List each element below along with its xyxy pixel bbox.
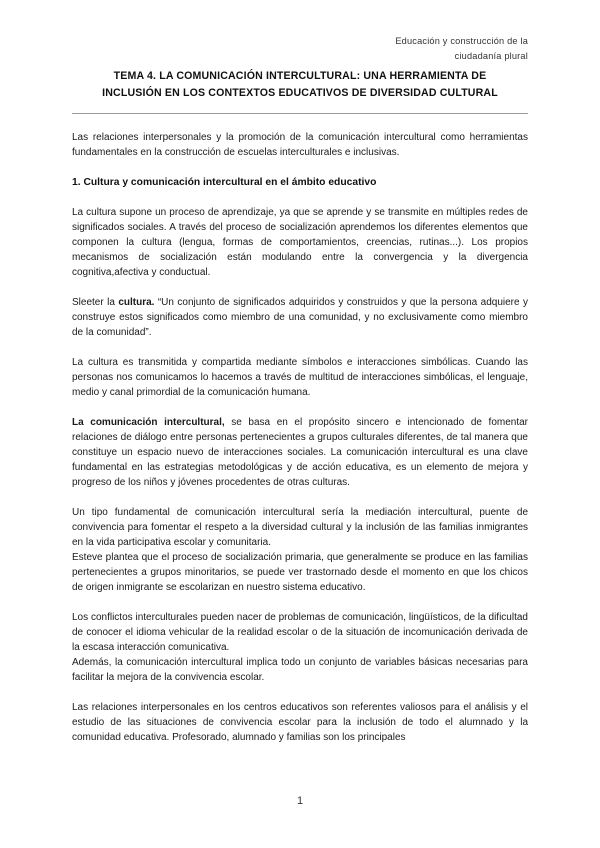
term-comunicacion-intercultural: La comunicación intercultural, — [72, 417, 225, 428]
running-header — [358, 34, 528, 64]
paragraph-intercultural-mediation: Un tipo fundamental de comunicación intercultural sería la mediación intercultural, puente de convivencia para fomentar el respeto a la diversidad cultural y la inclusión de las familias inmigrantes en la vida participativa escolar y comunitaria. — [72, 507, 528, 548]
page-number: 1 — [296, 795, 304, 807]
paragraph-culture-learning: La cultura supone un proceso de aprendizaje, ya que se aprende y se transmite en múltiples redes de significados sociales. A través del proceso de socialización aprendemos los diferentes elementos que componen la cultura (lengua, formas de comportamientos, creencias, rutinas...). Los propios mecanismos de socialización están modulando entre la convergencia y la divergencia cognitiva,afectiva y conductual. — [72, 207, 528, 278]
chapter-title — [72, 68, 528, 101]
paragraph-intercultural-conflicts: Los conflictos interculturales pueden nacer de problemas de comunicación, lingüísticos, de la dificultad de conocer el idioma vehicular de la realidad escolar o de la situación de incomunicación derivada de la escasa interacción comunicativa. — [72, 612, 528, 653]
paragraph-symbolic-interactions: La cultura es transmitida y compartida mediante símbolos e interacciones simbólicas. Cuando las personas nos comunicamos lo hacemos a través de multitud de interacciones simbólicas, el lenguaje, medio y canal primordial de la comunicación humana. — [72, 357, 528, 398]
sleeter-lead: Sleeter la — [72, 297, 119, 308]
title-divider — [72, 113, 528, 114]
chapter-title-line-2: INCLUSIÓN EN LOS CONTEXTOS EDUCATIVOS DE DIVERSIDAD CULTURAL — [102, 86, 498, 99]
paragraph-esteve-socialization: Esteve plantea que el proceso de socialización primaria, que generalmente se produce en las familias pertenecientes a grupos minoritarios, se puede ver trastornado desde el momento en que los chicos de origen inmigrante se escolarizan en nuestro sistema educativo. — [72, 552, 528, 593]
body-content — [72, 130, 528, 745]
paragraph-intercultural-communication — [72, 415, 528, 490]
intercultural-communication-text: se basa en el propósito sincero e intencionado de fomentar relaciones de diálogo entre personas pertenecientes a grupos culturales diferentes, de tal manera que constituye un espacio nuevo de interacciones sociales. La comunicación intercultural es una clave fundamental en las estrategias metodológicas y de acción educativa, es un elemento de mejora y progreso de los niños y jóvenes procedentes de otras culturas. — [72, 417, 529, 488]
running-header-line-1: Educación y construcción de la — [395, 36, 528, 46]
section-heading: 1. Cultura y comunicación intercultural en el ámbito educativo — [72, 177, 377, 188]
paragraph-interpersonal-relations: Las relaciones interpersonales en los centros educativos son referentes valiosos para el análisis y el estudio de las situaciones de convivencia escolar para la inclusión de todo el alumnado y la comunidad educativa. Profesorado, alumnado y familias son los principales — [72, 702, 528, 743]
intro-paragraph: Las relaciones interpersonales y la promoción de la comunicación intercultural como herramientas fundamentales en la construcción de escuelas interculturales e inclusivas. — [72, 132, 528, 158]
sleeter-quote: “Un conjunto de significados adquiridos y construidos y que la persona adquiere y construye estos significados como miembro de una comunidad, y no exclusivamente como miembro de la comunidad”. — [72, 297, 528, 338]
paragraph-sleeter-definition — [72, 295, 528, 340]
term-cultura: cultura. — [118, 297, 155, 308]
running-header-line-2: ciudadanía plural — [454, 51, 528, 61]
chapter-title-line-1: TEMA 4. LA COMUNICACIÓN INTERCULTURAL: UNA HERRAMIENTA DE — [113, 70, 487, 82]
paragraph-convivencia-variables: Además, la comunicación intercultural implica todo un conjunto de variables básicas necesarias para facilitar la mejora de la convivencia escolar. — [72, 657, 528, 683]
